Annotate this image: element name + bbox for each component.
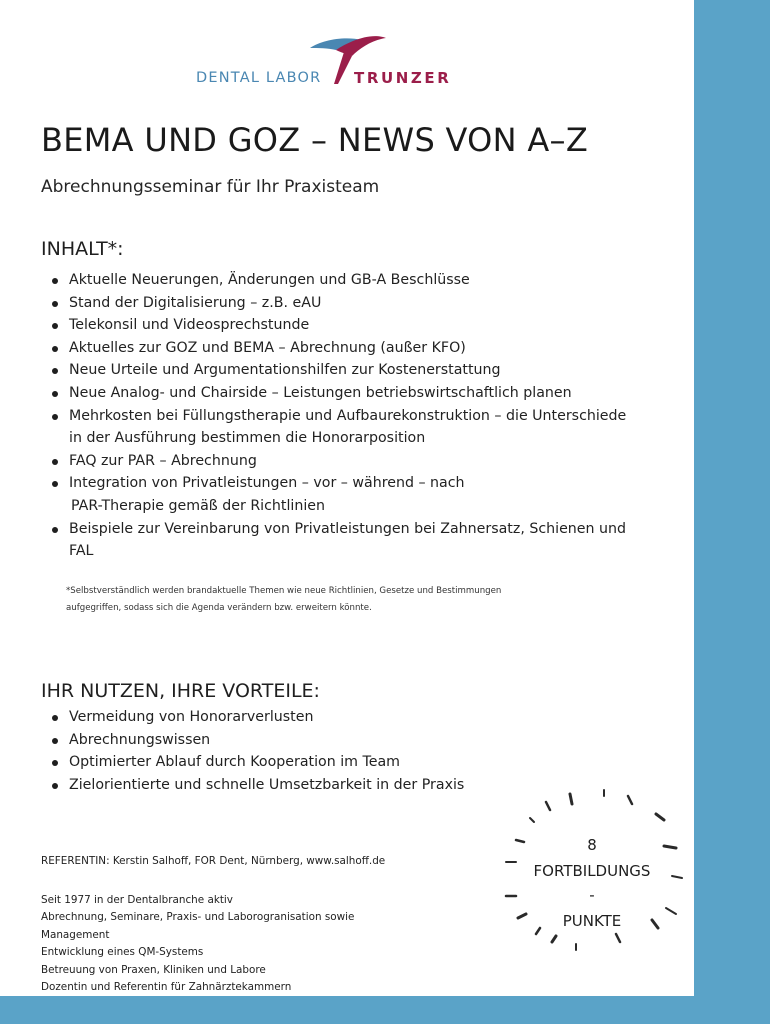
list-item: Zielorientierte und schnelle Umsetzbarkeit in der Praxis [51, 774, 464, 797]
list-item: Telekonsil und Videosprechstunde [51, 314, 626, 337]
bio-list [41, 892, 354, 996]
logo [196, 28, 466, 92]
badge-dash: - [589, 886, 595, 904]
inhalt-list [51, 269, 626, 563]
badge-number: 8 [587, 836, 597, 854]
list-item-continuation: PAR-Therapie gemäß der Richtlinien [71, 497, 326, 514]
list-item: Abrechnungswissen [51, 729, 464, 752]
page-subtitle: Abrechnungsseminar für Ihr Praxisteam [41, 177, 380, 197]
nutzen-list [51, 706, 464, 796]
bio-line: Abrechnung, Seminare, Praxis- und Laborogranisation sowie [41, 911, 355, 924]
list-item-continuation: FAL [69, 543, 94, 560]
list-item: FAQ zur PAR – Abrechnung [51, 450, 626, 473]
logo-text-left: DENTAL LABOR [196, 70, 322, 86]
list-item: Integration von Privatleistungen – vor – während – nach [51, 472, 626, 495]
list-item: Optimierter Ablauf durch Kooperation im Team [51, 751, 464, 774]
points-badge [496, 776, 696, 972]
list-item: Aktuelles zur GOZ und BEMA – Abrechnung (außer KFO) [51, 337, 626, 360]
list-item: Stand der Digitalisierung – z.B. eAU [51, 292, 626, 315]
list-item: Neue Analog- und Chairside – Leistungen betriebswirtschaftlich planen [51, 382, 626, 405]
list-item: Aktuelle Neuerungen, Änderungen und GB-A Beschlüsse [51, 269, 626, 292]
list-item: Neue Urteile und Argumentationshilfen zur Kostenerstattung [51, 359, 626, 382]
list-item: Beispiele zur Vereinbarung von Privatleistungen bei Zahnersatz, Schienen und [51, 518, 626, 541]
list-item: Mehrkosten bei Füllungstherapie und Aufbaurekonstruktion – die Unterschiede [51, 405, 626, 428]
nutzen-heading: IHR NUTZEN, IHRE VORTEILE: [41, 680, 320, 702]
list-item: Vermeidung von Honorarverlusten [51, 706, 464, 729]
footnote [66, 583, 501, 617]
bio-line: Management [41, 928, 110, 941]
bottom-band [0, 996, 770, 1024]
logo-text-right: TRUNZER [354, 69, 452, 87]
bio-line: Betreuung von Praxen, Kliniken und Labore [41, 963, 266, 976]
inhalt-heading: INHALT*: [41, 238, 124, 260]
side-band [694, 0, 770, 1024]
footnote-line: aufgegriffen, sodass sich die Agenda verändern bzw. erweitern könnte. [66, 603, 372, 613]
page-title: BEMA UND GOZ – NEWS VON A–Z [41, 121, 589, 159]
bio-line: Entwicklung eines QM-Systems [41, 946, 204, 959]
badge-line2: PUNKTE [562, 912, 622, 930]
referentin-line: REFERENTIN: Kerstin Salhoff, FOR Dent, Nürnberg, www.salhoff.de [41, 855, 386, 867]
badge-line1: FORTBILDUNGS [533, 862, 651, 880]
bio-line: Seit 1977 in der Dentalbranche aktiv [41, 894, 233, 906]
footnote-line: *Selbstverständlich werden brandaktuelle Themen wie neue Richtlinien, Gesetze und Bestimmungen [66, 586, 502, 596]
list-item-continuation: in der Ausführung bestimmen die Honorarposition [69, 430, 426, 447]
bio-line: Dozentin und Referentin für Zahnärztekammern [41, 981, 292, 994]
